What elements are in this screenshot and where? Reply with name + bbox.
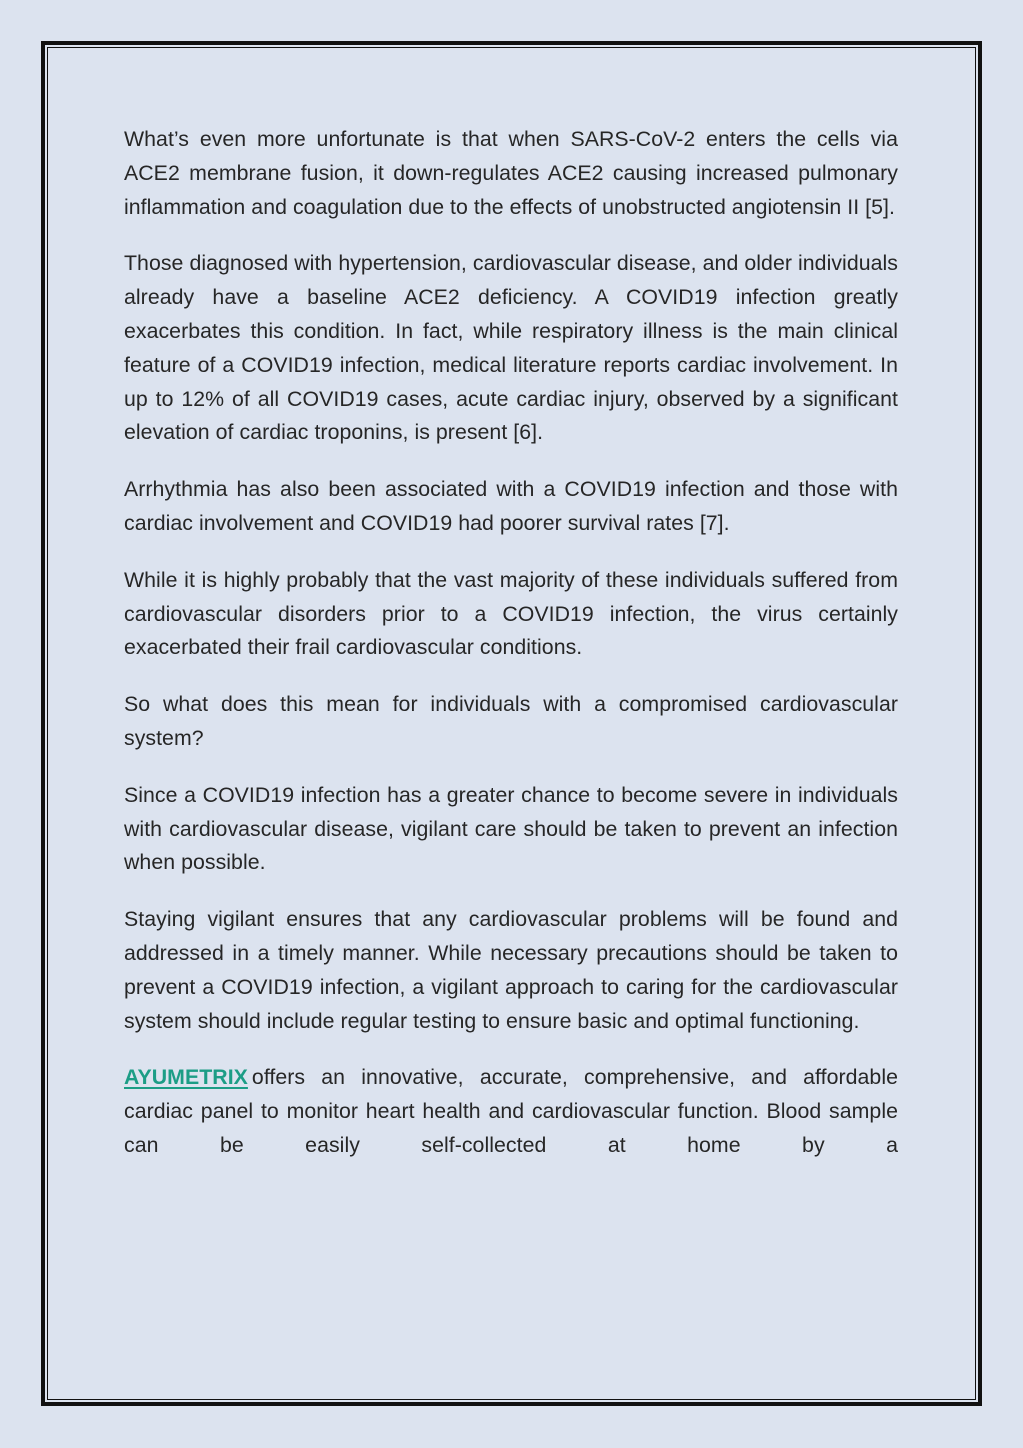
ayumetrix-offer-text: offers an innovative, accurate, comprehensive, and affordable cardiac panel to monitor heart health and cardiovascular function. Blood sample can be easily self-collected at home by a <box>124 1065 898 1157</box>
paragraph-arrhythmia: Arrhythmia has also been associated with a COVID19 infection and those with cardiac involvement and COVID19 had poorer survival rates [7]. <box>124 477 898 535</box>
paragraph-ace2-deficiency: Those diagnosed with hypertension, cardiovascular disease, and older individuals already have a baseline ACE2 deficiency. A COVID19 infection greatly exacerbates this condition. In fact, while respiratory illness is the main clinical feature of a COVID19 infection, medical literature reports cardiac involvement. In up to 12% of all COVID19 cases, acute cardiac injury, observed by a significant elevation of cardiac troponins, is present [6]. <box>124 251 898 445</box>
paragraph-regular-testing: Staying vigilant ensures that any cardiovascular problems will be found and addressed in a timely manner. While necessary precautions should be taken to prevent a COVID19 infection, a vigilant approach to caring for the cardiovascular system should include regular testing to ensure basic and optimal functioning. <box>124 907 898 1033</box>
paragraph-question: So what does this mean for individuals with a compromised cardiovascular system? <box>124 692 898 750</box>
paragraph-ace2-downregulation: What’s even more unfortunate is that when SARS-CoV-2 enters the cells via ACE2 membrane fusion, it down-regulates ACE2 causing increased pulmonary inflammation and coagulation due to the effects of unobstructed angiotensin II [5]. <box>124 127 898 219</box>
paragraph-preexisting-disorders: While it is highly probably that the vast majority of these individuals suffered from cardiovascular disorders prior to a COVID19 infection, the virus certainly exacerbated their frail cardiovascular conditions. <box>124 567 898 660</box>
paragraph-vigilant-care: Since a COVID19 infection has a greater chance to become severe in individuals with cardiovascular disease, vigilant care should be taken to prevent an infection when possible. <box>124 782 898 875</box>
paragraph-ayumetrix-offer <box>124 1061 898 1162</box>
document-body <box>124 123 898 1163</box>
ayumetrix-link[interactable]: AYUMETRIX <box>124 1065 248 1090</box>
